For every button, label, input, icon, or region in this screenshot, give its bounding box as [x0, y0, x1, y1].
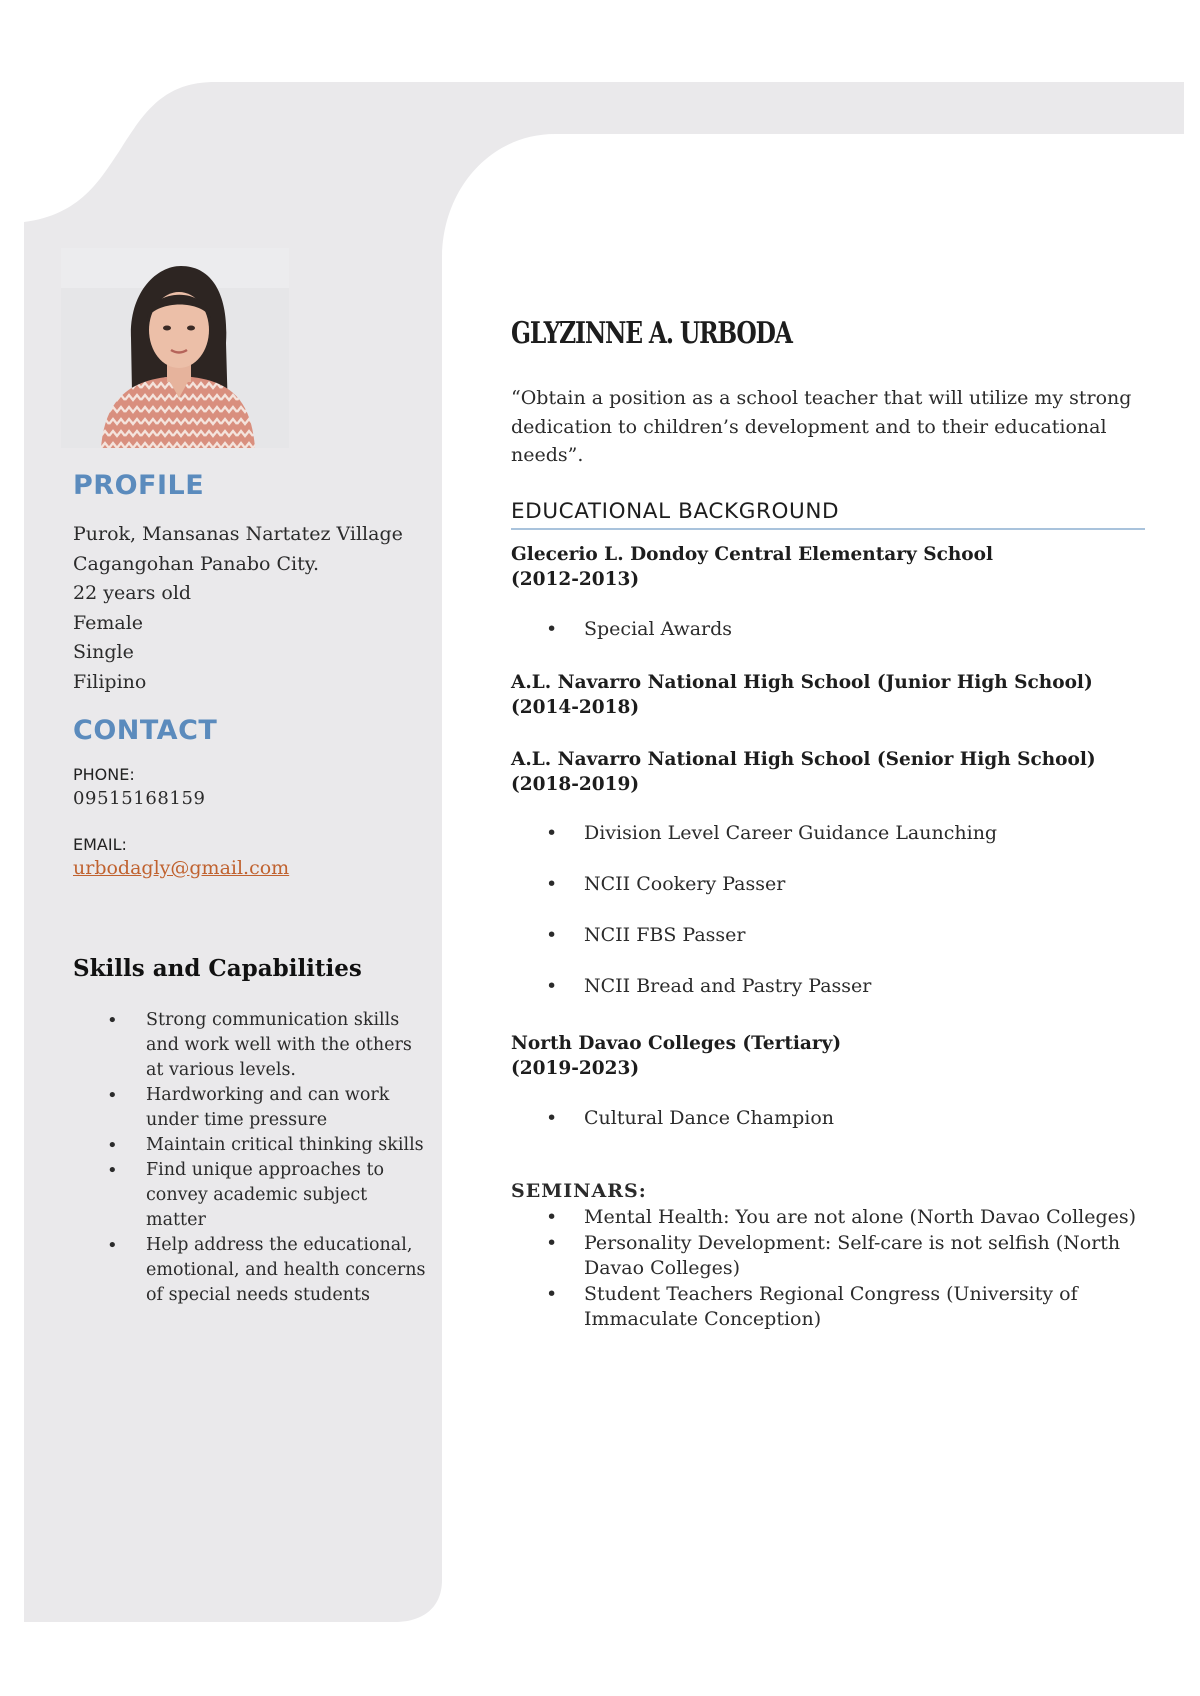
profile-details [73, 520, 403, 697]
email-link[interactable]: urbodagly@gmail.com [73, 857, 290, 879]
school-years: (2019-2023) [511, 1058, 640, 1079]
seminar-list [511, 1205, 1141, 1333]
skill-item: • Help address the educational, emotional, and health concerns of special needs students [73, 1233, 428, 1308]
award-item: • NCII Cookery Passer [511, 872, 1141, 898]
skill-item: • Hardworking and can work under time pressure [73, 1083, 428, 1133]
education-entry [511, 1031, 841, 1081]
school-name: North Davao Colleges (Tertiary) [511, 1033, 842, 1054]
education-divider [511, 528, 1145, 530]
skills-heading: Skills and Capabilities [73, 955, 362, 982]
school-years: (2018-2019) [511, 774, 640, 795]
email-label: EMAIL: [73, 835, 127, 854]
award-item: • Special Awards [511, 617, 1141, 643]
school-name: A.L. Navarro National High School (Senior High School) [511, 749, 1096, 770]
career-objective: “Obtain a position as a school teacher that will utilize my strong dedication to children’s development and to their educational needs”. [511, 387, 1132, 466]
school-name: Glecerio L. Dondoy Central Elementary School [511, 544, 994, 565]
profile-photo [61, 248, 289, 448]
seminars-heading: SEMINARS: [511, 1180, 647, 1202]
phone-label: PHONE: [73, 765, 135, 784]
contact-heading: CONTACT [73, 715, 218, 746]
phone-number: 09515168159 [73, 788, 206, 809]
education-entry [511, 542, 993, 592]
skills-list [73, 1008, 428, 1308]
award-list [511, 617, 1141, 643]
profile-address-line-1: Purok, Mansanas Nartatez Village [73, 523, 403, 545]
award-item: • NCII Bread and Pastry Passer [511, 974, 1141, 1000]
profile-nationality: Filipino [73, 670, 147, 693]
skill-item: • Find unique approaches to convey academic subject matter [73, 1158, 428, 1233]
skill-item: • Maintain critical thinking skills [73, 1133, 428, 1158]
award-list [511, 821, 1141, 1025]
school-name: A.L. Navarro National High School (Junior High School) [511, 672, 1093, 693]
school-years: (2014-2018) [511, 697, 640, 718]
applicant-name: GLYZINNE A. URBODA [511, 316, 792, 351]
profile-age: 22 years old [73, 582, 192, 604]
profile-sex: Female [73, 611, 144, 634]
education-entry [511, 670, 1093, 720]
profile-heading: PROFILE [73, 470, 205, 501]
skill-item: • Strong communication skills and work well with the others at various levels. [73, 1008, 428, 1083]
award-item: • NCII FBS Passer [511, 923, 1141, 949]
school-years: (2012-2013) [511, 569, 640, 590]
award-list [511, 1106, 1141, 1132]
profile-civil-status: Single [73, 641, 134, 663]
education-heading: EDUCATIONAL BACKGROUND [511, 499, 840, 524]
education-entry [511, 747, 1096, 797]
award-item: • Cultural Dance Champion [511, 1106, 1141, 1132]
award-item: • Division Level Career Guidance Launching [511, 821, 1141, 847]
seminar-item: • Mental Health: You are not alone (North Davao Colleges) [511, 1205, 1141, 1231]
seminar-item: • Student Teachers Regional Congress (University of Immaculate Conception) [511, 1282, 1141, 1333]
profile-address-line-2: Cagangohan Panabo City. [73, 552, 319, 575]
seminar-item: • Personality Development: Self-care is not selfish (North Davao Colleges) [511, 1231, 1141, 1282]
